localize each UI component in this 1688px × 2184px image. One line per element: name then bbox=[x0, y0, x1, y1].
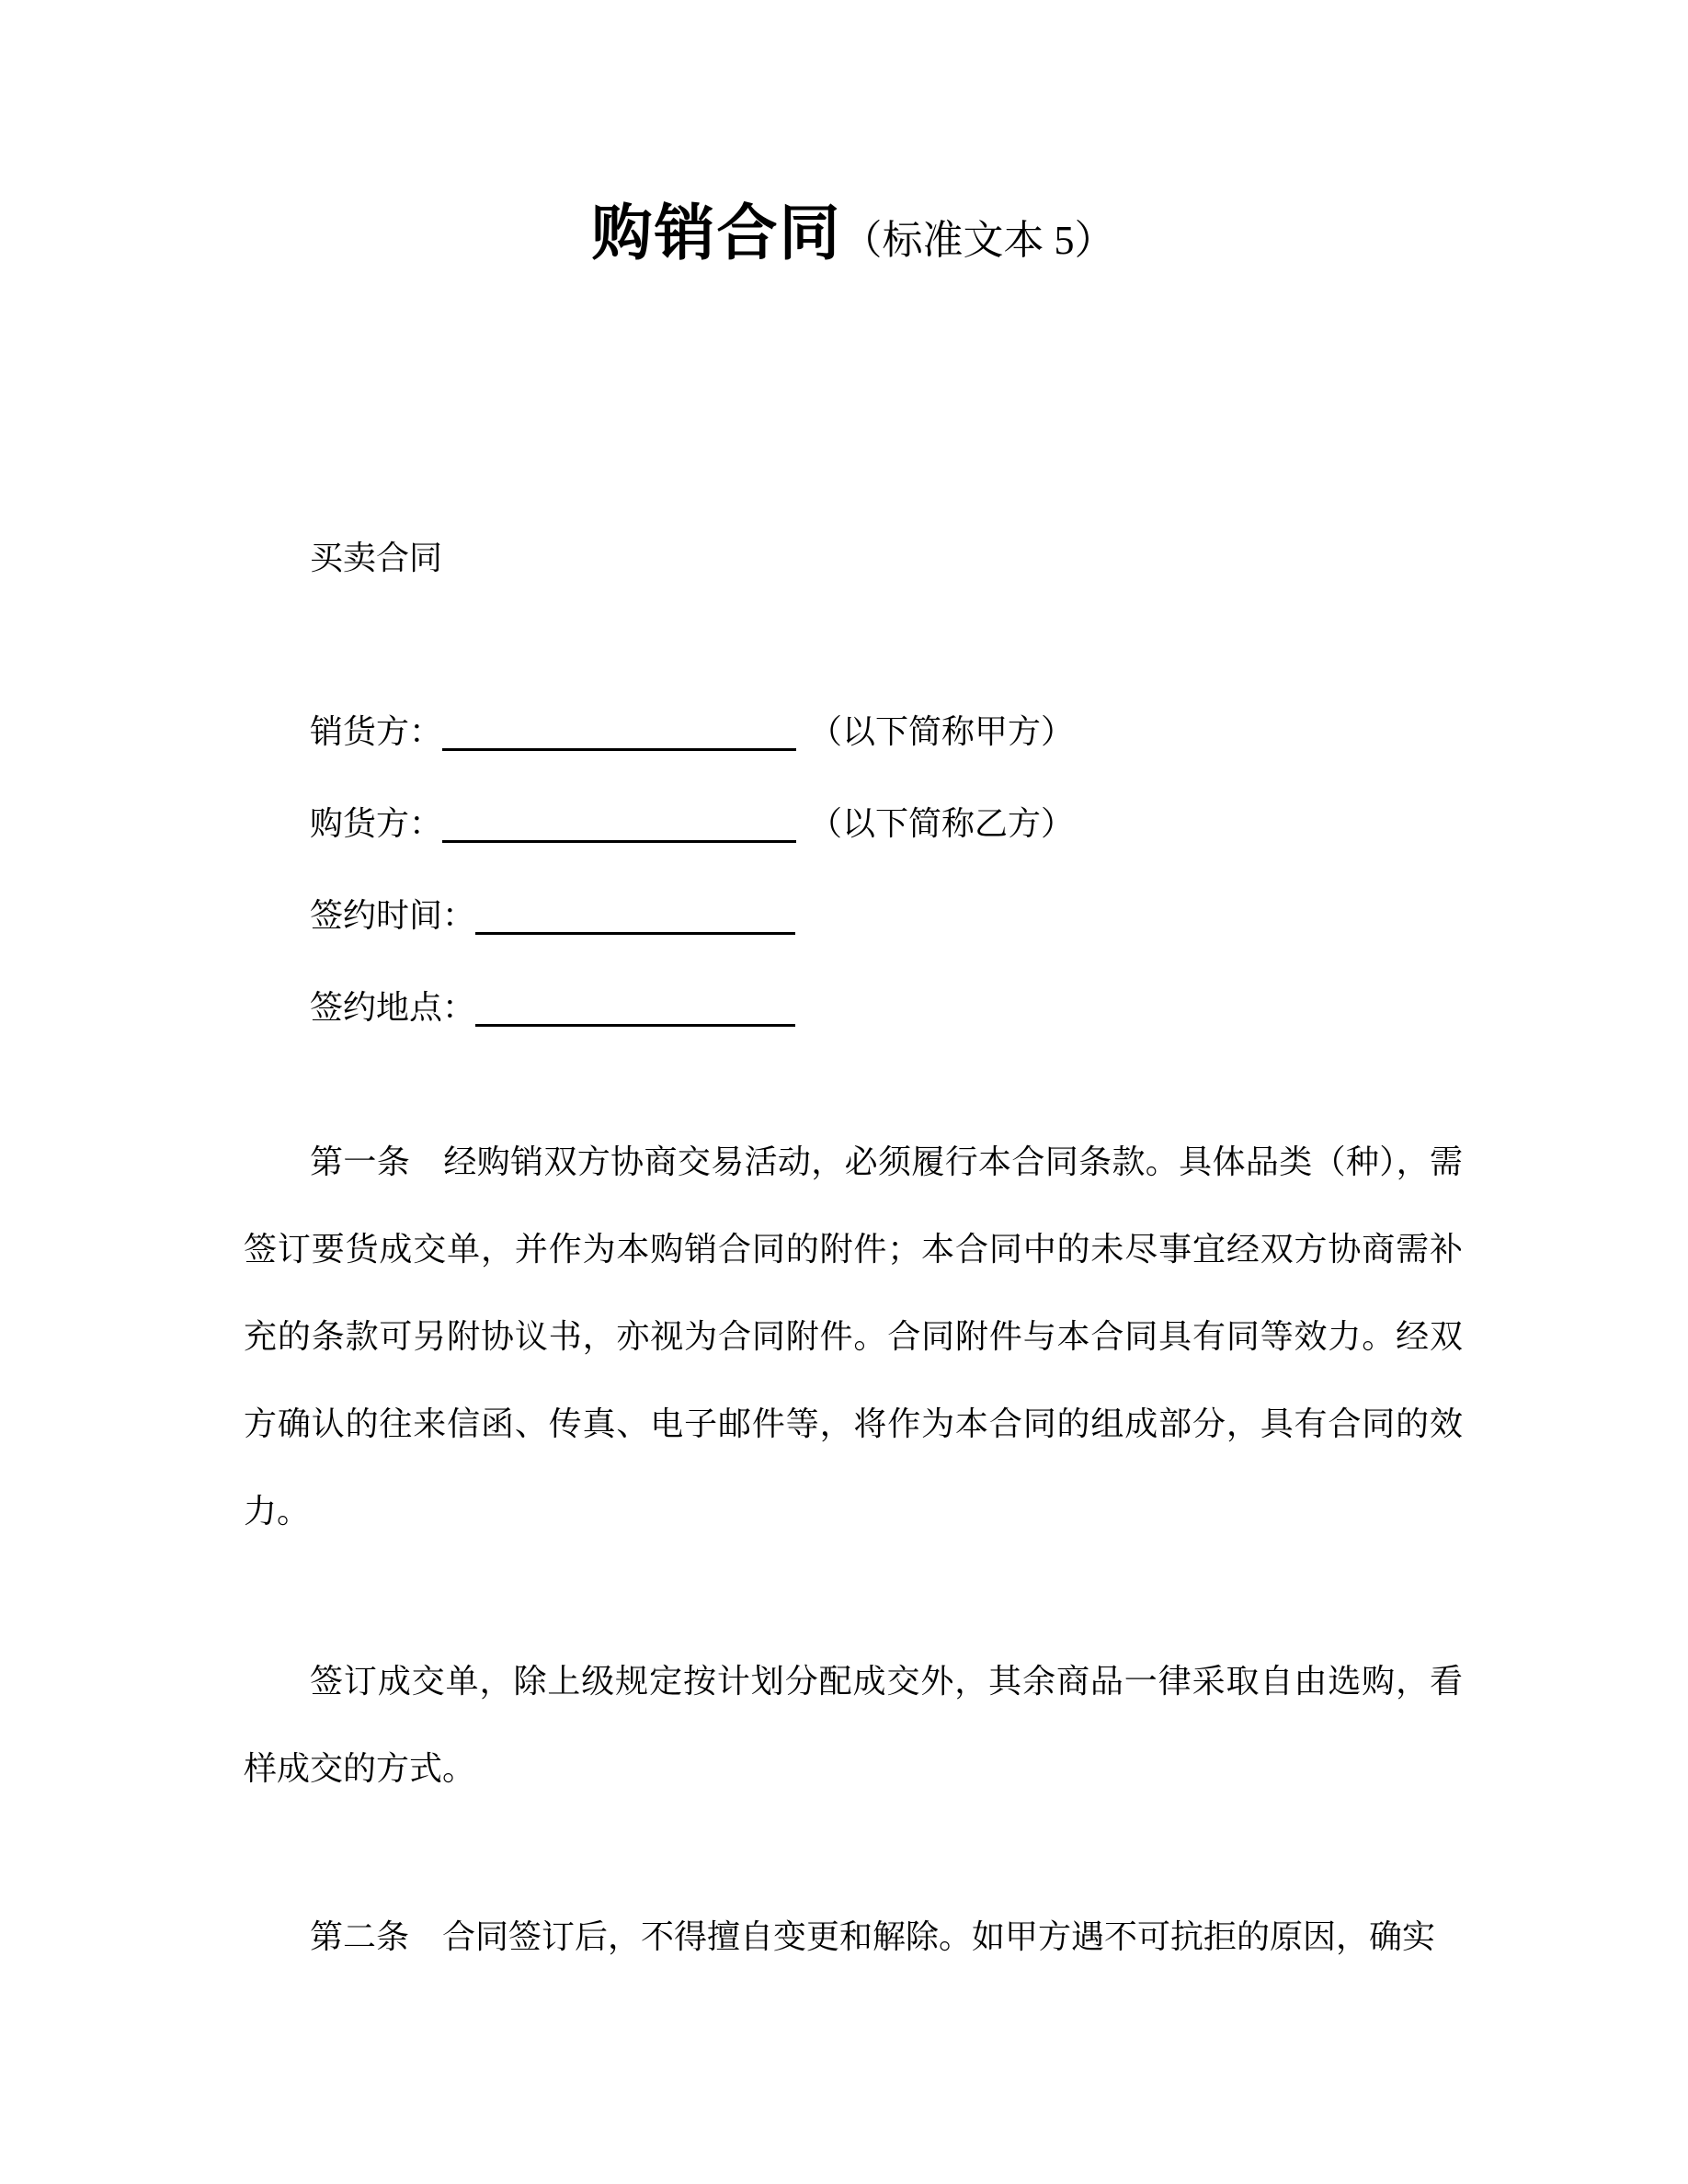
clause-1-paragraph: 第一条 经购销双方协商交易活动，必须履行本合同条款。具体品类（种），需签订要货成交单，并作为本购销合同的附件；本合同中的未尽事宜经双方协商需补充的条款可另附协议书，亦视为合同附件。合同附件与本合同具有同等效力。经双方确认的往来信函、传真、电子邮件等，将作为本合同的组成部分，具有合同的效力。 bbox=[244, 1143, 1463, 1530]
buyer-field-row bbox=[244, 800, 1463, 847]
sign-time-blank-line bbox=[475, 932, 795, 935]
sign-place-blank-line bbox=[475, 1024, 795, 1027]
sign-place-label: 签约地点： bbox=[310, 989, 476, 1026]
buyer-name-blank-line bbox=[442, 840, 796, 843]
clause-2-paragraph: 第二条 合同签订后，不得擅自变更和解除。如甲方遇不可抗拒的原因，确实 bbox=[310, 1918, 1436, 1955]
seller-field-row bbox=[244, 708, 1463, 756]
document-title bbox=[244, 198, 1463, 279]
sign-time-field-row bbox=[244, 892, 1463, 939]
party-fields-block bbox=[244, 708, 1463, 1031]
title-sub-text: （标准文本 5） bbox=[841, 218, 1115, 263]
seller-alias-note: （以下简称甲方） bbox=[809, 713, 1075, 750]
contract-type-label: 买卖合同 bbox=[310, 540, 443, 576]
clause-1-note-paragraph: 签订成交单，除上级规定按计划分配成交外，其余商品一律采取自由选购，看样成交的方式。 bbox=[244, 1663, 1463, 1787]
buyer-alias-note: （以下简称乙方） bbox=[809, 805, 1075, 842]
title-main-text: 购销合同 bbox=[591, 199, 842, 267]
buyer-label: 购货方： bbox=[310, 805, 443, 842]
seller-name-blank-line bbox=[442, 748, 796, 751]
sign-time-label: 签约时间： bbox=[310, 897, 476, 934]
sign-place-field-row bbox=[244, 984, 1463, 1031]
seller-label: 销货方： bbox=[310, 713, 443, 750]
